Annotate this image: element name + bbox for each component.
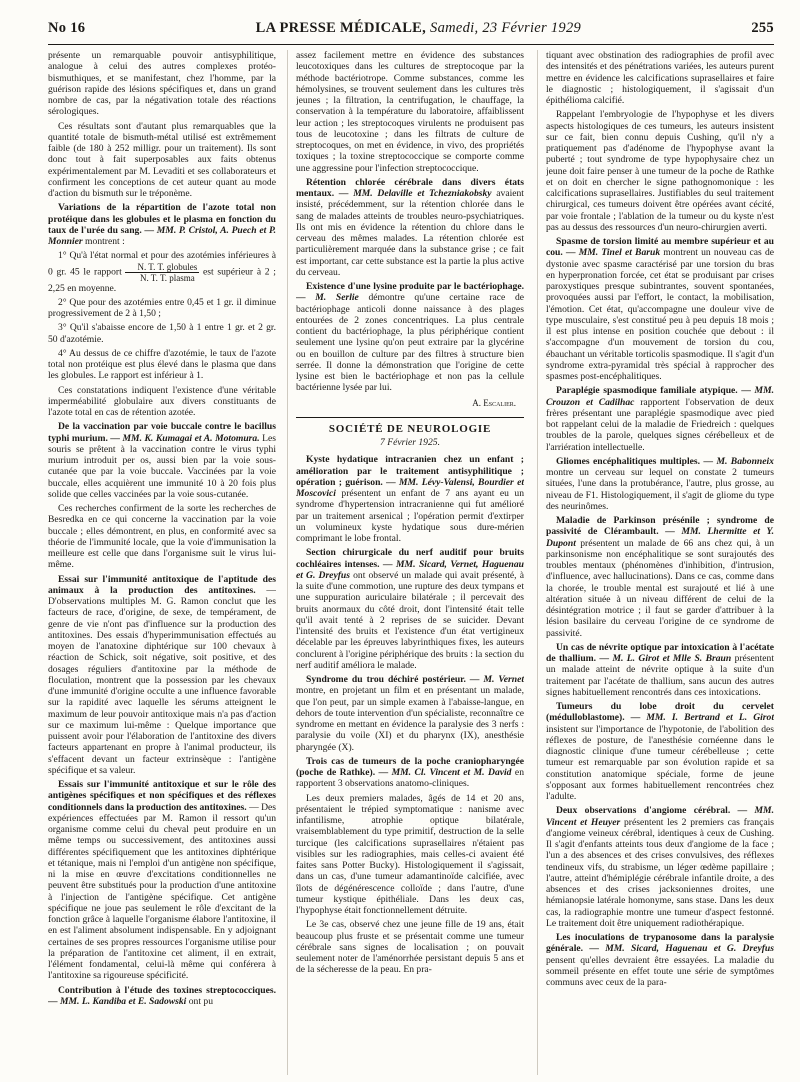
- page-header: [48, 20, 774, 42]
- paragraph: Ces recherches confirment de la sorte les recherches de Besredka en ce qui concerne la vaccination par la voie buccale ; elles démontrent, en plus, en conformité avec sa théorie de l'immunité locale, que la voie d'immunisation la meilleure est celle que dans l'organisme suit le virus lui-même.: [48, 503, 276, 571]
- article-title: Un cas de névrite optique par intoxication à l'acétate de thallium.: [546, 641, 774, 664]
- article-angiome: [546, 805, 774, 929]
- article-cervelet: [546, 701, 774, 802]
- paragraph: Ces constatations indiquent l'existence d'une véritable imperméabilité globulaire aux divers constituants de l'azote total en cas de rétention azotée.: [48, 384, 276, 418]
- column-1: [48, 50, 276, 1075]
- article-poche-rathke: [296, 756, 524, 790]
- article-text: démontre qu'une certaine race de bactériophage anticoli donne naissance à des plages entourées de 2 zones concentriques. La plus centrale contient du bactériophage, la plus périphérique contient seulement une lysine qu'on peut extraire par la glycérine ou en bouillon de culture par des filtres à structure bien serrée. Il donne la démonstration que l'origine de cette lysine est bien le bactériophage et non pas la cellule bactérienne lysée par lui.: [296, 292, 524, 394]
- signature: A. Escalier.: [472, 397, 516, 408]
- paragraph: tiquant avec obstination des radiographies de profil avec des intensités et des pénétrations variées, les auteurs purent mettre en évidence les calcifications suprasellaires et faire le diagnostic ; histologiquement, il s'agissait d'un épithélioma calcifié.: [546, 50, 774, 106]
- article-streptococciques: [48, 985, 276, 1008]
- article-spasme-torsion: [546, 236, 774, 382]
- list-item: 2° Que pour des azotémies entre 0,45 et 1 gr. il diminue progressivement de 2 à 1,50 ;: [48, 296, 276, 319]
- article-title: Maladie de Parkinson présénile ; syndrome de passivité de Clérambault.: [546, 515, 774, 538]
- article-title: Spasme de torsion limité au membre supérieur et au cou.: [546, 236, 774, 259]
- article-text: — Des expériences effectuées par M. Ramon il ressort qu'un organisme comme celui du cheval peut produire en un même temps ou successivement, des antitoxines aussi différentes spécifiquement que les antitoxines diphtérique et tétanique, mais ni l'emploi d'un antigène non spécifique, ni la mise en œuvre d'excitations conditionnelles ne peuvent être substitués pour la production d'une antitoxine à l'injection de l'antigène spécifique. Cet antigène spécifique ne joue pas seulement le rôle d'excitant de la fonction grâce à laquelle l'organisme élabore l'antitoxine, il en est l'aliment absolument indispensable. En y adjoignant certaines de ses propres ressources l'organisme utilise pour la préparation de l'antitoxine cet aliment, il en extrait, l'élément fondamental, celui-là même qui conférera à l'antitoxine sa rigoureuse spécificité.: [48, 801, 276, 982]
- article-authors: — MM. P. Cristol, A. Puech et P. Monnier: [48, 224, 276, 247]
- journal-title-line: [256, 20, 582, 37]
- article-authors: — M. Serlie: [296, 292, 359, 304]
- paragraph: Les deux premiers malades, âgés de 14 et 20 ans, présentaient le trépied symptomatique : nanisme avec infantilisme, atrophie optique bilatérale, vraisemblablement du type primitif, destruction de la selle turcique (les calcifications suprasellaires n'étaient pas visibles sur les radiographies, mais celles-ci avaient été faites sans Potter Bucky). Histologiquement il s'agissait, dans un cas, d'une tumeur adamantinoïde calcifiée, avec îlots de dégénérescence colloïde ; dans l'autre, d'une tumeur kystique épithéliale. Dans les deux cas, l'hypophyse était fonctionnellement détruite.: [296, 792, 524, 916]
- article-text: présentent un malade atteint de névrite optique à la suite d'un traitement par l'acétate de thallium, sans aucun des autres signes habituellement rencontrés dans ces intoxications.: [546, 653, 774, 698]
- page-number-right: 255: [751, 20, 774, 36]
- article-authors: — MM. Sicard, Vernet, Haguenau et G. Dreyfus: [296, 558, 524, 581]
- paragraph: Rappelant l'embryologie de l'hypophyse et les divers aspects histologiques de ces tumeurs, les auteurs insistent sur ce fait, bien connu depuis Cushing, qu'il n'y a pratiquement pas d'adénome de l'hypophyse avant la puberté ; tout syndrome de type hypophysaire chez un jeune doit faire penser à une tumeur de la poche de Rathke et on doit en chercher le signe pathognomonique : les calcifications suprasellaires. Justifiables du seul traitement chirurgical, ces tumeurs doivent être opérées avant cécité, par voie frontale ; l'ablation de la tumeur ou du kyste n'est pas au dessus des ressources d'un neuro-chirurgien averti.: [546, 109, 774, 233]
- article-kyste: [296, 454, 524, 544]
- list-item: [48, 250, 276, 294]
- section-heading: SOCIÉTÉ DE NEUROLOGIE: [296, 417, 524, 435]
- article-title: Paraplégie spasmodique familiale atypique.: [556, 385, 738, 397]
- section-date: 7 Février 1925.: [380, 437, 440, 448]
- article-authors: — M. Vernet: [469, 674, 524, 685]
- article-authors: — MM. Lhermitte et Y. Dupont: [546, 526, 774, 549]
- header-rule: [48, 44, 774, 45]
- article-paraplegie: [546, 385, 774, 453]
- article-text: en rapportent 3 observations anatomo-cliniques.: [296, 767, 524, 790]
- article-text: ont observé un malade qui avait présenté, à la suite d'une commotion, une rupture des deux tympans et une suppuration auriculaire bilatérale ; il percevait des bruits anormaux du côté droit, dont l'intensité était telle qu'il avait tenté à 2 reprises de se suicider. Devant l'intensité des bruits et l'existence d'un état vertigineux décelable par les épreuves labyrinthiques fixes, les auteurs conclurent à l'origine périphérique des bruits : la section du nerf auditif améliora le malade.: [296, 569, 524, 671]
- article-title: Kyste hydatique intracranien chez un enfant ; amélioration par le traitement antisyphilitique ; opération ; guérison.: [296, 454, 524, 488]
- column-3: [546, 50, 774, 1075]
- journal-title: LA PRESSE MÉDICALE,: [255, 20, 427, 36]
- article-title: Deux observations d'angiome cérébral.: [556, 805, 731, 817]
- article-text: rapportent l'observation de deux frères présentant une paraplégie spasmodique avec pied bot rappelant celui de la maladie de Friedreich : quelques troubles de la parole, quelques signes cérébelleux et de l'arriération intellectuelle.: [546, 396, 774, 453]
- article-title: Essai sur l'immunité antitoxique de l'aptitude des animaux à la production des antitoxines.: [48, 573, 276, 596]
- article-trou-dechire: [296, 674, 524, 753]
- article-authors: — MM. Cl. Vincent et M. David: [378, 767, 512, 778]
- list-item: 3° Qu'il s'abaisse encore de 1,50 à 1 entre 1 gr. et 2 gr. 50 d'azotémie.: [48, 322, 276, 345]
- column-divider: [537, 50, 538, 1075]
- article-text: présentent un enfant de 7 ans ayant eu un syndrome d'hypertension intracranienne qui fut amélioré par un traitement arsenical ; l'opération permit d'extirper un volumineux kyste hydatique sous dure-mérien comprimant le lobe frontal.: [296, 488, 524, 544]
- article-antigenes: [48, 779, 276, 982]
- column-2: [296, 50, 524, 1075]
- paragraph: présente un remarquable pouvoir antisyphilitique, analogue à celui des autres complexes protéo-bismuthiques, et se manifestant, chez l'homme, par la guérison rapide des lésions spécifiques et, dans un grand nombre de cas, par la négativation totale des réactions sérologiques.: [48, 50, 276, 118]
- article-text: conclut que les facteurs de race, d'origine, de sexe, de tempérament, de genre de vie n'ont pas d'influence sur la production des antitoxines. Des essais d'hyperimmunisation effectués au moyen de l'anatoxine diphtérique sur 100 chevaux à réaction de Schick, soit négative, soit positive, et des dosages réguliers d'antitoxine par la méthode de floculation, montrent que la possession par les chevaux d'une immunité d'origine occulte a une influence favorable sur la rapidité avec laquelle les sérums atteignent le maximum de leur pouvoir antitoxique mais n'a pas d'action sur ce maximum lui-même : Quelque importance que puissent avoir pour l'élaboration de l'antitoxine des divers facteurs appartenant en propre à l'animal producteur, ils s'effacent devant un facteur extrinsèque : l'antigène spécifique et sa valeur.: [48, 596, 276, 776]
- paragraph: Le 3e cas, observé chez une jeune fille de 19 ans, était beaucoup plus fruste et se présentait comme une tumeur cérébrale sans signes de localisation ; on pouvait seulement noter de l'aménorrhée persistant depuis 5 ans et de la sécheresse de la peau. En pra-: [296, 919, 524, 976]
- list-item: 4° Au dessus de ce chiffre d'azotémie, le taux de l'azote total non protéique est plus élevé dans le plasma que dans les globules. Le rapport est inférieur à 1.: [48, 347, 276, 382]
- article-authors: — M. Babonneix: [703, 455, 774, 467]
- list-text: est supérieur à 2 ; 2,25 en moyenne.: [48, 266, 276, 294]
- article-text: ont pu: [186, 995, 213, 1007]
- article-title: Tumeurs du lobe droit du cervelet (médulloblastome).: [546, 701, 774, 724]
- article-gliomes: [546, 456, 774, 512]
- article-text: montre un cerveau sur lequel on constate 2 tumeurs situées, l'une dans la protubérance, l'autre, plus grosse, au niveau de F1. Histologiquement, il s'agit de gliome du type des neurinômes.: [546, 467, 774, 512]
- article-title: Trois cas de tumeurs de la poche craniopharyngée (poche de Rathke).: [296, 755, 524, 778]
- article-title: Essais sur l'immunité antitoxique et sur le rôle des antigènes spécifiques et non spécifiques et des réflexes conditionnels dans la production des antitoxines.: [48, 779, 276, 813]
- article-text: présentent un malade de 66 ans chez qui, à un parkinsonisme non encéphalitique se sont surajoutés des troubles mentaux (phénomènes d'inhibition, d'intrusion, d'influence, avec hallucinations). Dans ce cas, comme dans la chorée, le trouble mental est surajouté et lié à une altération située à un niveau différent de celui de la désintégration motrice ; il faut se garder d'attribuer à la lésion basilaire du cerveau l'origine de ce syndrome de passivité.: [546, 537, 774, 639]
- article-title: Gliomes encéphalitiques multiples.: [556, 455, 701, 467]
- article-authors: — MM. Delaville et Tchezniakobsky: [338, 188, 492, 199]
- article-immunite: [48, 574, 276, 777]
- article-authors: — MM. Vincent et Heuyer: [546, 805, 774, 828]
- article-parkinson: [546, 515, 774, 639]
- article-title: Section chirurgicale du nerf auditif pour bruits cochléaires intenses.: [296, 547, 524, 570]
- list-text: 1° Qu'à l'état normal et pour des azotémies inférieures à 0 gr. 45 le rapport: [48, 250, 276, 278]
- article-retention-chloree: [296, 177, 524, 278]
- article-authors: — MM. I. Bertrand et L. Girot: [630, 712, 774, 724]
- paragraph: Ces résultats sont d'autant plus remarquables que la quantité totale de bismuth-métal utilisé est extrêmement faible (de 180 à 252 milligr. pour un traitement). Ils sont donc tout à fait superposables aux faits obtenus expérimentalement par M. Levaditi et ses collaborateurs et confirment les conceptions de cet auteur quant au mode d'action du bismuth sur le tréponème.: [48, 120, 276, 199]
- page-number-left: No 16: [48, 20, 86, 36]
- article-authors: — MM. Sicard, Haguenau et G. Dreyfus: [589, 943, 774, 955]
- article-authors: — D'observations multiples M. G. Ramon: [48, 584, 276, 607]
- article-text: montre, en projetant un film et en présentant un malade, que l'on peut, par un simple examen à l'abaisse-langue, en dehors de toute intervention d'un spécialiste, reconnaître ce syndrome en mettant en évidence la paralysie des 3 nerfs : paralysie du voile (XI) et du pharynx (IX), anesthésie pharyngée (X).: [296, 685, 524, 753]
- article-nerf-auditif: [296, 547, 524, 671]
- article-title: Existence d'une lysine produite par le bactériophage.: [306, 281, 524, 292]
- article-title: Variations de la répartition de l'azote total non protéique dans les globules et le plasma en fonction du taux de l'urée du sang.: [48, 202, 276, 236]
- article-title: Contribution à l'étude des toxines streptococciques.: [58, 984, 276, 996]
- article-trypanosome: [546, 932, 774, 988]
- fraction-numerator: N. T. T. globules: [125, 262, 199, 273]
- article-title: Les inoculations de trypanosome dans la paralysie générale.: [546, 932, 774, 955]
- article-text: avaient insisté, précédemment, sur la rétention chlorée dans le sang de malades atteints de troubles neuro-psychiatriques. Ils ont mis en évidence la rétention du chlore dans le cerveau des mêmes malades. La rétention chlorée est particulièrement marquée dans la substance grise ; ce fait est important, car cette substance est la partie la plus active du cerveau.: [296, 188, 524, 278]
- article-text: montrent :: [82, 236, 125, 247]
- article-authors: — MM. K. Kumagai et A. Motomura.: [110, 432, 260, 444]
- article-title: Rétention chlorée cérébrale dans divers états mentaux.: [296, 176, 524, 199]
- article-authors: — MM. Tinel et Baruk: [565, 247, 661, 259]
- article-title: Syndrome du trou déchiré postérieur.: [306, 674, 466, 685]
- article-azote: [48, 202, 276, 247]
- article-thallium: [546, 642, 774, 698]
- article-authors: — M. L. Girot et Mlle S. Braun: [599, 653, 732, 664]
- article-text: montrent un nouveau cas de dystonie avec spasme caractérisé par une torsion du bras en hyperpronation forcée, cet état se produisant par crises paroxystiques presque subintrantes, souvent spontanées, provoquées aussi par l'effort, le contact, la mobilisation, l'émotion. Cet état, qu'accompagne une douleur vive de type musculaire, s'est constitué peu à peu depuis 18 mois ; il est plus intense en position couchée que debout : il s'accompagne d'un mouvement de torsion du cou, ébauchant un véritable torticolis spasmodique. Il s'agit d'un syndrome extra-pyramidal très spécial à rapprocher des spasmes post-encéphalitiques.: [546, 247, 774, 382]
- issue-date: Samedi, 23 Février 1929: [430, 20, 582, 36]
- article-title: De la vaccination par voie buccale contre le bacillus typhi murium.: [48, 421, 276, 444]
- ratio-fraction: [125, 262, 199, 283]
- paragraph: assez facilement mettre en évidence des substances leucotoxiques dans les cultures de streptocoque par la méthode bactériotrope. Comme substances, comme les hémolysines, se trouvent seulement dans les cultures très jeunes ; la filtration, la centrifugation, le chauffage, la conservation à la température du laboratoire, affaiblissent leur action ; les streptocoques virulents ne produisent pas tous de leucotoxine ; dans les filtrats de culture de streptocoques, on met en évidence, in vivo, des propriétés toxiques ; la toxine streptococcique se comporte comme une aggressine pour l'infection streptococcique.: [296, 50, 524, 174]
- article-authors: — MM. Crouzon et Cadilhac: [546, 385, 774, 408]
- article-text: pensent qu'elles devraient être essayées. La maladie du sommeil présente en effet toute une série de symptômes communs avec ceux de la para-: [546, 954, 774, 988]
- article-authors: — MM. Lévy-Valensi, Bourdier et Moscovici: [296, 476, 524, 499]
- fraction-denominator: N. T. T. plasma: [139, 272, 195, 283]
- article-vaccination: [48, 421, 276, 500]
- article-text: présentent les 2 premiers cas français d'angiome veineux cérébral, identiques à ceux de Cushing. Il s'agit d'enfants atteints tous deux d'angiome de la face ; l'un a des absences et des crises convulsives, des réflexes tendineux vifs, du strabisme, un léger œdème papillaire ; l'autre, atteint d'hémiplégie cérébrale infantile droite, a des absences et des crises jacksoniennes droites, une hémianopsie latérale homonyme, sans stase. Dans les deux cas, la radiographie montre une tumeur d'aspect festonné. Le traitement doit être uniquement radiothérapique.: [546, 816, 774, 929]
- article-text: insistent sur l'importance de l'hypotonie, de l'abolition des réflexes de posture, de l'anesthésie cornéenne dans le diagnostic clinique d'une tumeur cérébelleuse ; cette tumeur est remarquable par son évolution rapide et sa constitution anatomique spéciale, forme de jeune s'opposant aux formes habituellement rencontrées chez l'adulte.: [546, 723, 774, 802]
- article-text: Les souris se prêtent à la vaccination contre le virus typhi murium introduit per os, aussi bien par la voie sous-cutanée que par la voie buccale. Vaccinées par la voie buccale, elles acquièrent une immunité 10 à 20 fois plus solide que celles vaccinées par la voie sous-cutanée.: [48, 432, 276, 500]
- column-divider: [287, 50, 288, 1075]
- article-lysine: [296, 281, 524, 394]
- article-authors: — MM. L. Kandiba et E. Sadowski: [48, 995, 187, 1007]
